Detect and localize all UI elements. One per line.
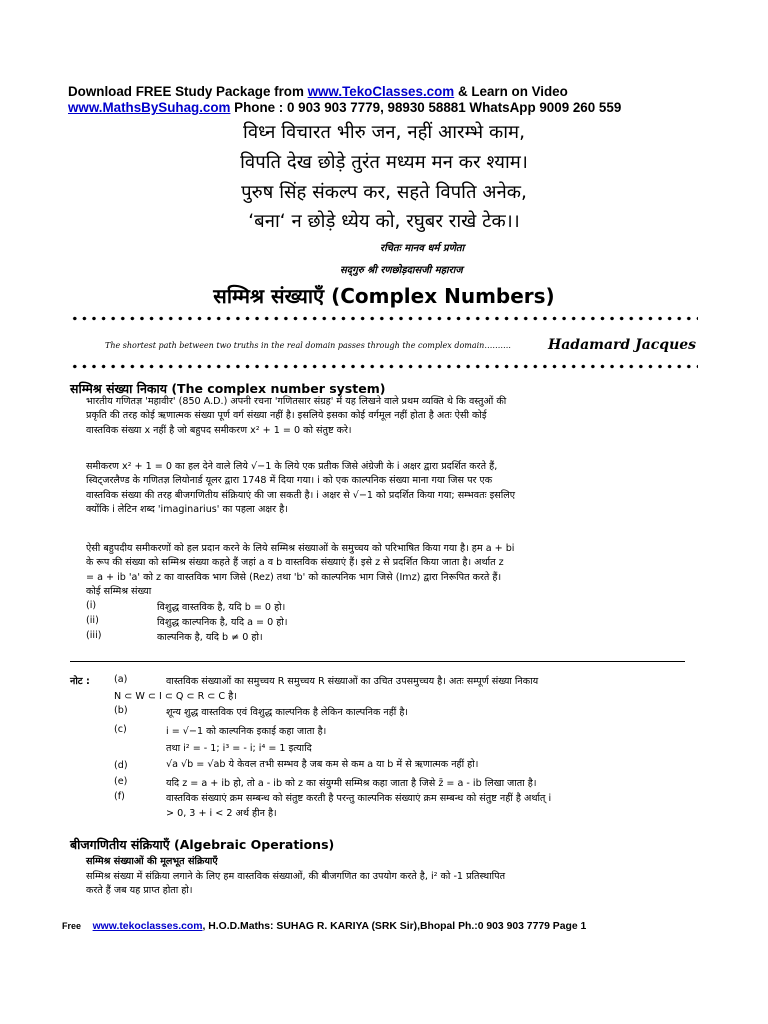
contact-info: Phone : 0 903 903 7779, 98930 58881 WhatsApp 9009 260 559 [230, 100, 622, 115]
paragraph-operations [86, 870, 684, 899]
note-a-line-1: वास्तविक संख्याओं का समुच्चय R समुच्चय R संख्याओं का उचित उपसमुच्चय है। अतः सम्पूर्ण संख्या निकाय [166, 676, 539, 687]
note-f-line-2: > 0, 3 + i < 2 अर्थ हीन है। [166, 808, 277, 819]
heading-english: (Algebraic Operations) [173, 837, 335, 852]
note-d-label: (d) [114, 760, 128, 771]
para-line: कोई सम्मिश्र संख्या [86, 585, 152, 597]
dotted-divider-bottom [70, 364, 698, 369]
heading-english: (The complex number system) [171, 381, 386, 396]
title-english: (Complex Numbers) [331, 284, 555, 308]
para-line: करते हैं जब यह प्राप्त होता हो। [86, 885, 193, 897]
para-line: स्विट्जरलैण्ड के गणितज्ञ लियोनार्ड यूलर द्वारा 1748 में दिया गया। i को एक काल्पनिक संख्या माना गया जिस पर एक [86, 475, 493, 487]
header-line-1 [68, 84, 568, 99]
quote-author: Hadamard Jacques [548, 337, 697, 353]
para-line: वास्तविक संख्या x नहीं है जो बहुपद समीकरण x² + 1 = 0 को संतुष्ट करे। [86, 424, 352, 436]
note-e-line-1: यदि z = a + ib हो, तो a - ib को z का संयुग्मी सम्मिश्र कहा जाता है जिसे z̄ = a - ib लिखा जाता है। [166, 778, 537, 789]
note-a-line-2: N ⊂ W ⊂ I ⊂ Q ⊂ R ⊂ C है। [114, 691, 237, 702]
para-line: भारतीय गणितज्ञ 'महावीर' (850 A.D.) अपनी रचना 'गणितसार संग्रह' में यह लिखने वाले प्रथम व्यक्ति थे कि वस्तुओं की [86, 396, 507, 407]
para-line: सम्मिश्र संख्या में संक्रिया लगाने के लिए हम वास्तविक संख्याओं, की बीजगणित का उपयोग करते है, i² को -1 प्रतिस्थापित [86, 871, 506, 882]
para-line: = a + ib 'a' को z का वास्तविक भाग जिसे (Rez) तथा 'b' को काल्पनिक भाग जिसे (Imz) द्वारा निरूपित करते हैं। [86, 571, 502, 583]
header-text: Download FREE Study Package from [68, 84, 308, 99]
note-f-label: (f) [114, 791, 125, 802]
heading-hindi: सम्मिश्र संख्या निकाय [70, 381, 167, 396]
footer [62, 921, 586, 932]
note-f-line-1: वास्तविक संख्याएं क्रम सम्बन्ध को संतुष्ट करती है परन्तु काल्पनिक संख्याएं क्रम सम्बन्ध को संतुष्ट नहीं है अर्थात् i [166, 793, 552, 804]
para-line: समीकरण x² + 1 = 0 का हल देने वाले लिये √−1 के लिये एक प्रतीक जिसे अंग्रेजी के i अक्षर द्वारा प्रदर्शित करते हैं, [86, 461, 498, 472]
subheading-basic-operations: सम्मिश्र संख्याओं की मूलभूत संक्रियाएँ [86, 856, 218, 867]
case-label-ii: (ii) [86, 615, 99, 626]
para-line: क्योंकि i लेटिन शब्द 'imaginarius' का पहला अक्षर है। [86, 503, 288, 515]
heading-hindi: बीजगणितीय संक्रियाएँ [70, 837, 170, 852]
mathsbysuhag-link[interactable]: www.MathsBySuhag.com [68, 100, 231, 115]
paragraph-definition [86, 542, 684, 599]
footer-text: , H.O.D.Maths: SUHAG R. KARIYA (SRK Sir),Bhopal Ph.:0 903 903 7779 Page 1 [202, 921, 587, 932]
case-label-i: (i) [86, 600, 97, 611]
title-hindi: सम्मिश्र संख्याएँ [213, 284, 325, 308]
note-c-line-1: i = √−1 को काल्पनिक इकाई कहा जाता है। [166, 726, 327, 737]
note-a-label: (a) [114, 674, 128, 685]
paragraph-mahavir [86, 395, 684, 438]
poem-line-3: पुरुष सिंह संकल्प कर, सहते विपति अनेक, [241, 182, 527, 203]
para-line: वास्तविक संख्या की तरह बीजगणितीय संक्रियाएं की जा सकती है। i अक्षर से √−1 को प्रदर्शित किया गया; सम्भवतः इसलिए [86, 489, 516, 501]
paragraph-euler [86, 460, 684, 517]
para-line: ऐसी बहुपदीय समीकरणों को हल प्रदान करने के लिये सम्मिश्र संख्याओं के समुच्चय को परिभाषित किया गया है। हम a + bi [86, 543, 515, 554]
note-b-label: (b) [114, 705, 128, 716]
header-line-2 [68, 100, 621, 115]
case-text-ii: विशुद्ध काल्पनिक है, यदि a = 0 हो। [157, 617, 288, 628]
header-text-suffix: & Learn on Video [454, 84, 568, 99]
note-c-line-2: तथा i² = - 1; i³ = - i; i⁴ = 1 इत्यादि [166, 743, 312, 754]
poem-guru: सद्‌गुरु श्री रणछोड़दासजी महाराज [340, 265, 463, 276]
case-label-iii: (iii) [86, 630, 102, 641]
dotted-divider-top [70, 316, 698, 321]
section-heading-algebraic-operations [70, 836, 334, 853]
note-e-label: (e) [114, 776, 128, 787]
note-c-label: (c) [114, 724, 127, 735]
para-line: के रूप की संख्या को सम्मिश्र संख्या कहते हैं जहां a व b वास्तविक संख्याएं हैं। इसे z से प्रदर्शित किया जाता है। अर्थात z [86, 557, 504, 569]
poem-author: रचितः मानव धर्म प्रणेता [380, 243, 465, 254]
page-title [0, 282, 768, 309]
note-d-line-1: √a √b = √ab ये केवल तभी सम्भव है जब कम से कम a या b में से ऋणात्मक नहीं हो। [166, 759, 479, 770]
note-b-line-1: शून्य शुद्ध वास्तविक एवं विशुद्ध काल्पनिक है लेकिन काल्पनिक नहीं है। [166, 707, 409, 718]
poem-line-2: विपति देख छोड़े तुरंत मध्यम मन कर श्याम। [240, 152, 528, 173]
case-text-iii: काल्पनिक है, यदि b ≠ 0 हो। [157, 632, 263, 643]
poem-line-1: विध्न विचारत भीरु जन, नहीं आरम्भे काम, [243, 122, 525, 143]
quote-text: The shortest path between two truths in the real domain passes through the complex domain………. [105, 341, 511, 350]
tekoclasses-link[interactable]: www.TekoClasses.com [307, 84, 455, 99]
footer-tekoclasses-link[interactable]: www.tekoclasses.com [92, 921, 203, 932]
poem-line-4: ‘बना‘ न छोड़े ध्येय को, रघुबर राखे टेक।। [248, 211, 520, 232]
divider-line [70, 661, 685, 662]
note-label: नोट : [70, 676, 90, 687]
para-line: प्रकृति की तरह कोई ऋणात्मक संख्या पूर्ण वर्ग संख्या नहीं है। इसलिये इसका कोई वर्गमूल नहीं होता है अतः ऐसी कोई [86, 410, 487, 422]
case-text-i: विशुद्ध वास्तविक है, यदि b = 0 हो। [157, 602, 286, 613]
footer-free: Free [62, 921, 82, 931]
